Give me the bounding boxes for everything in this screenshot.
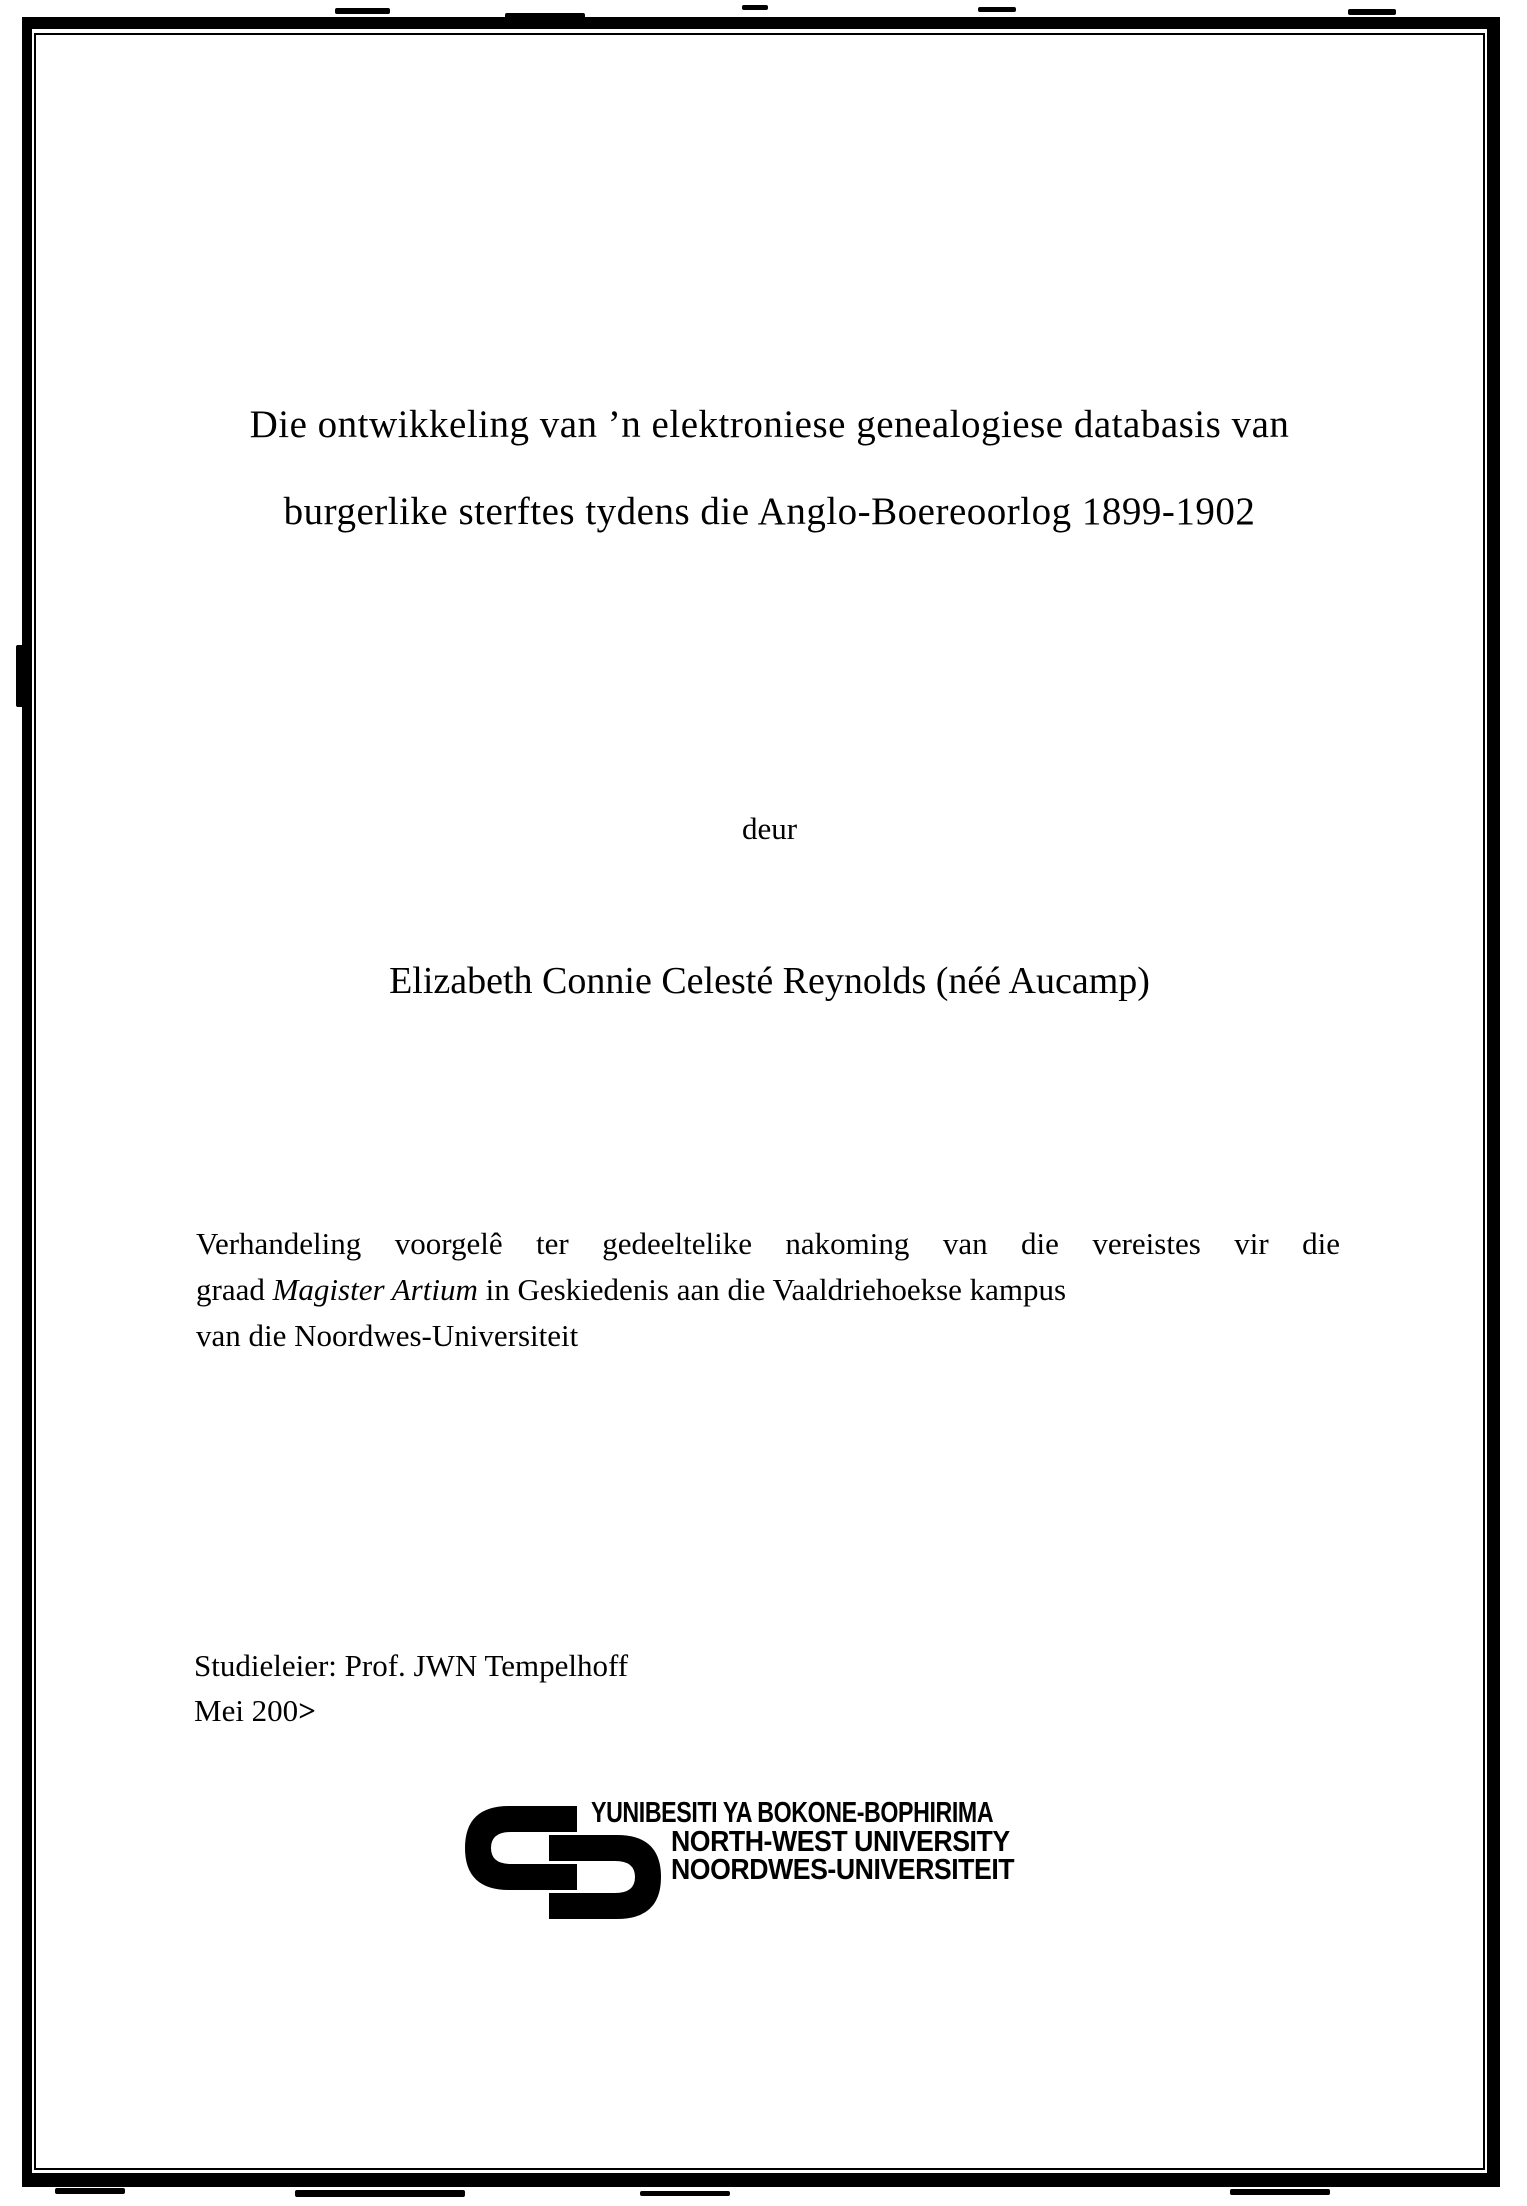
date-distorted-digit: > [298,1693,315,1728]
title-line-1: Die ontwikkeling van ’n elektroniese genealogiese databasis van [249,403,1290,446]
statement-line-3: van die Noordwes-Universiteit [196,1318,579,1353]
scan-artifact [742,5,768,10]
degree-name: Magister Artium [272,1272,478,1307]
title-line-2: burgerlike sterftes tydens die Anglo-Boereoorlog 1899-1902 [283,490,1256,533]
scan-artifact [978,7,1016,12]
date-line [194,1688,628,1733]
scan-artifact [335,8,390,14]
scan-artifact [55,2188,125,2194]
logo-text-afrikaans: NOORDWES-UNIVERSITEIT [671,1854,1015,1886]
supervisor-block [194,1643,628,1733]
statement-line-2-pre: graad [196,1272,273,1307]
logo-text-english: NORTH-WEST UNIVERSITY [671,1826,1010,1858]
byline-preposition: deur [741,811,798,846]
scan-artifact [1230,2189,1330,2195]
logo-text-setswana: YUNIBESITI YA BOKONE-BOPHIRIMA [591,1797,994,1829]
scan-artifact [295,2190,465,2197]
scan-artifact [1348,9,1396,15]
thesis-title [196,381,1343,555]
date-prefix: Mei 200 [194,1693,299,1728]
scan-artifact [640,2191,730,2196]
statement-line-2 [196,1267,1340,1313]
supervisor-line: Studieleier: Prof. JWN Tempelhoff [194,1648,629,1683]
statement-line-1: Verhandeling voorgelê ter gedeeltelike nakoming van die vereistes vir die [196,1226,1340,1261]
thesis-statement [196,1221,1340,1359]
author-name: Elizabeth Connie Celesté Reynolds (néé Aucamp) [389,960,1150,1002]
statement-line-2-post: in Geskiedenis aan die Vaaldriehoekse kampus [477,1272,1067,1307]
inner-border-frame [34,33,1485,2170]
